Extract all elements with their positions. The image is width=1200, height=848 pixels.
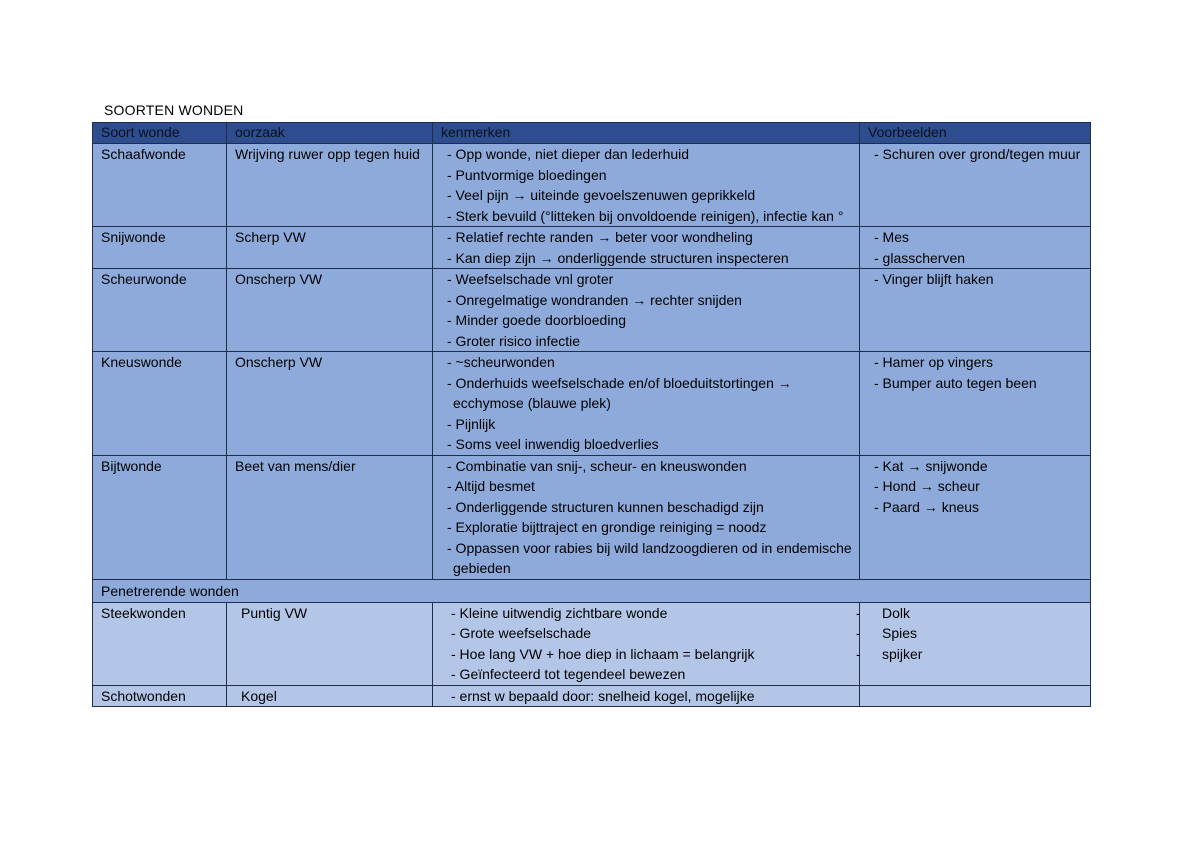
- cause-cell: Onscherp VW: [227, 269, 433, 352]
- list-item: - Onregelmatige wondranden → rechter snijden: [447, 291, 742, 308]
- cause-cell: Scherp VW: [227, 227, 433, 269]
- list-item: - Kan diep zijn → onderliggende structuren inspecteren: [447, 249, 789, 266]
- example-text: Spies: [882, 625, 918, 641]
- wound-type-cell: Bijtwonde: [93, 455, 227, 579]
- examples-cell: [860, 144, 1091, 227]
- examples-cell: [856, 602, 1091, 685]
- list-item: - Opp wonde, niet dieper dan lederhuid: [447, 146, 690, 162]
- list-item: - Kat → snijwonde: [874, 457, 988, 474]
- list-item: - Groter risico infectie: [447, 332, 581, 349]
- cause-cell: Beet van mens/dier: [227, 455, 433, 579]
- wound-type-cell: Schaafwonde: [93, 144, 227, 227]
- wound-type-cell: Steekwonden: [93, 602, 227, 685]
- table-header-row: [93, 123, 1091, 144]
- wound-type-cell: Kneuswonde: [93, 352, 227, 456]
- wound-type-cell: Snijwonde: [93, 227, 227, 269]
- table-row: [93, 144, 1091, 227]
- features-cell: [433, 602, 860, 685]
- example-text: spijker: [882, 645, 923, 662]
- bullet-dash: -: [856, 625, 861, 641]
- list-item: - Geïnfecteerd tot tegendeel bewezen: [451, 666, 686, 682]
- list-item: - Hond → scheur: [874, 478, 980, 494]
- list-item: - Hamer op vingers: [874, 354, 994, 370]
- list-item: - Paard → kneus: [874, 498, 980, 515]
- examples-cell: [860, 227, 1091, 269]
- wound-type-cell: Scheurwonde: [93, 269, 227, 352]
- features-cell: [433, 685, 860, 707]
- cause-cell: Puntig VW: [227, 602, 433, 685]
- list-item: - Sterk bevuild (°litteken bij onvoldoende reinigen), infectie kan °: [447, 207, 844, 224]
- table-row: [93, 455, 1091, 579]
- list-item: - Weefselschade vnl groter: [447, 271, 614, 287]
- table-row: [93, 269, 1091, 352]
- header-features: kenmerken: [433, 123, 860, 144]
- list-item: - Mes: [874, 229, 909, 245]
- wound-types-table: [92, 122, 1091, 707]
- bullet-dash: -: [856, 604, 861, 621]
- table-row: [93, 352, 1091, 456]
- features-cell: [433, 455, 860, 579]
- examples-cell: [860, 455, 1091, 579]
- list-item: - Vinger blijft haken: [874, 271, 994, 287]
- list-item: - Puntvormige bloedingen: [447, 166, 607, 183]
- list-item: - ~scheurwonden: [447, 354, 555, 370]
- features-cell: [433, 269, 860, 352]
- list-item: - Pijnlijk: [447, 415, 496, 432]
- wound-type-cell: Schotwonden: [93, 685, 227, 707]
- header-type: Soort wonde: [93, 123, 227, 144]
- list-item: - Schuren over grond/tegen muur: [874, 146, 1081, 162]
- header-cause: oorzaak: [227, 123, 433, 144]
- list-item: - Bumper auto tegen been: [874, 374, 1037, 391]
- examples-cell: [860, 269, 1091, 352]
- page-title: SOORTEN WONDEN: [104, 102, 244, 118]
- list-item: - glasscherven: [874, 249, 966, 266]
- list-item: [856, 644, 1090, 665]
- list-item: - Combinatie van snij-, scheur- en kneuswonden: [447, 457, 747, 474]
- list-item: - Relatief rechte randen → beter voor wondheling: [447, 229, 753, 245]
- examples-cell: [860, 685, 1091, 707]
- section-row: [93, 579, 1091, 602]
- examples-cell: [860, 352, 1091, 456]
- features-cell: [433, 144, 860, 227]
- list-item: - Soms veel inwendig bloedverlies: [447, 436, 659, 452]
- features-cell: [433, 352, 860, 456]
- list-item: - Onderliggende structuren kunnen beschadigd zijn: [447, 498, 764, 515]
- list-item: [856, 603, 1090, 624]
- table-row: [93, 685, 1091, 707]
- list-item: - Minder goede doorbloeding: [447, 312, 627, 328]
- list-item: - Veel pijn → uiteinde gevoelszenuwen geprikkeld: [447, 187, 756, 203]
- section-heading: Penetrerende wonden: [93, 579, 1091, 602]
- example-text: Dolk: [882, 604, 911, 621]
- list-item: - Altijd besmet: [447, 478, 535, 494]
- list-item: - ernst w bepaald door: snelheid kogel, mogelijke: [451, 687, 755, 704]
- table-row: [93, 602, 1091, 685]
- features-cell: [433, 227, 860, 269]
- cause-cell: Kogel: [227, 685, 433, 707]
- list-item: - Onderhuids weefselschade en/of bloeduitstortingen → ecchymose (blauwe plek): [447, 374, 792, 411]
- list-item: - Kleine uitwendig zichtbare wonde: [451, 604, 668, 621]
- cause-cell: Onscherp VW: [227, 352, 433, 456]
- bullet-dash: -: [856, 645, 861, 662]
- list-item: - Hoe lang VW + hoe diep in lichaam = belangrijk: [451, 645, 755, 662]
- cause-cell: Wrijving ruwer opp tegen huid: [227, 144, 433, 227]
- list-item: - Grote weefselschade: [451, 625, 592, 641]
- list-item: - Exploratie bijttraject en grondige reiniging = noodz: [447, 519, 767, 535]
- list-item: - Oppassen voor rabies bij wild landzoogdieren od in endemische gebieden: [447, 539, 852, 576]
- header-examples: Voorbeelden: [860, 123, 1091, 144]
- table-row: [93, 227, 1091, 269]
- list-item: [856, 623, 1090, 644]
